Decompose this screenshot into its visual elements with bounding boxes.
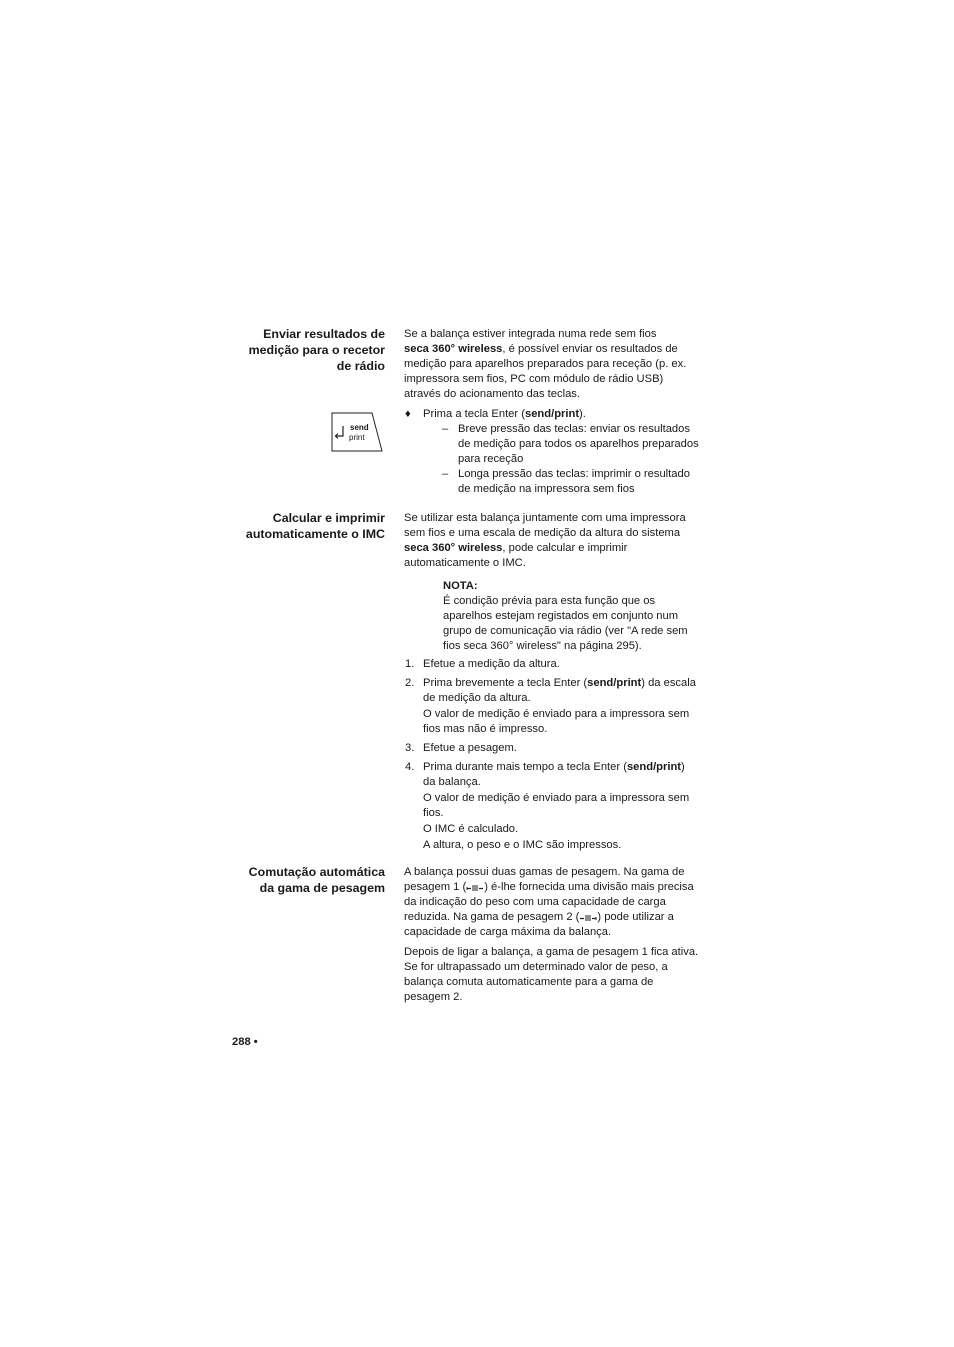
weighing-range-1-icon: [466, 883, 484, 892]
key-label-print: print: [349, 433, 365, 442]
intro-paragraph: Se utilizar esta balança juntamente com uma impressora sem fios e uma escala de medição da altura do sistema seca 360° wireless, pode calcular e imprimir automaticamente o IMC.: [404, 512, 686, 569]
section-heading-range-switch: Comutação automática da gama de pesagem: [248, 865, 385, 895]
instruction-bullet: ♦ Prima a tecla Enter (send/print).: [405, 408, 586, 420]
section-body-bmi: [404, 511, 699, 853]
section-body-range-switch: [404, 865, 699, 1005]
intro-paragraph: Se a balança estiver integrada numa rede sem fios seca 360° wireless, é possível enviar os resultados de medição para aparelhos preparados para receção (p. ex. impressora sem fios, PC com módulo de rádio USB) através do acionamento das teclas.: [404, 328, 687, 400]
diamond-bullet-icon: ♦: [405, 408, 411, 420]
weighing-range-2-icon: [579, 913, 597, 922]
step-3: 3. Efetue a pesagem.: [405, 742, 517, 754]
step-2: 2. Prima brevemente a tecla Enter (send/print) da escala de medição da altura. O valor de medição é enviado para a impressora sem fios mas não é impresso.: [404, 676, 699, 737]
step-4-result-sent: O valor de medição é enviado para a impressora sem fios.: [423, 792, 690, 819]
dash-item-short-press: – Breve pressão das teclas: enviar os resultados de medição para todos os aparelhos preparados para receção: [442, 423, 699, 465]
step-1: 1. Efetue a medição da altura.: [405, 658, 560, 670]
send-print-key-icon: [331, 412, 383, 452]
range-paragraph-1: A balança possui duas gamas de pesagem. Na gama de pesagem 1 ( ) é-lhe fornecida uma divisão mais precisa da indicação do peso com uma capacidade de carga reduzida. Na gama de pesagem 2 ( ) pode utilizar a capacidade de carga máxima da balança.: [404, 866, 694, 938]
section-body-send-results: [404, 327, 699, 497]
step-4-result-calculated: O IMC é calculado.: [423, 823, 519, 835]
section-heading-send-results: Enviar resultados de medição para o recetor de rádio: [248, 327, 385, 373]
note-title: NOTA:: [443, 580, 478, 592]
range-paragraph-2: Depois de ligar a balança, a gama de pesagem 1 fica ativa. Se for ultrapassado um determinado valor de peso, a balança comuta automaticamente para a gama de pesagem 2.: [404, 946, 699, 1003]
step-2-result: O valor de medição é enviado para a impressora sem fios mas não é impresso.: [423, 708, 690, 735]
page-number: 288 •: [232, 1036, 258, 1048]
step-4-result-printed: A altura, o peso e o IMC são impressos.: [423, 839, 622, 851]
step-4: 4. Prima durante mais tempo a tecla Enter (send/print) da balança. O valor de medição é enviado para a impressora sem fios. O IMC é calculado. A altura, o peso e o IMC são impressos.: [404, 760, 699, 853]
note-text: É condição prévia para esta função que os aparelhos estejam registados em conjunto num grupo de comunicação via rádio (ver "A rede sem fios seca 360° wireless" na página 295).: [443, 595, 688, 652]
key-label-send: send: [350, 423, 369, 432]
section-heading-bmi: Calcular e imprimir automaticamente o IMC: [245, 511, 385, 541]
note-box: [404, 579, 699, 654]
dash-item-long-press: – Longa pressão das teclas: imprimir o resultado de medição na impressora sem fios: [442, 468, 690, 495]
